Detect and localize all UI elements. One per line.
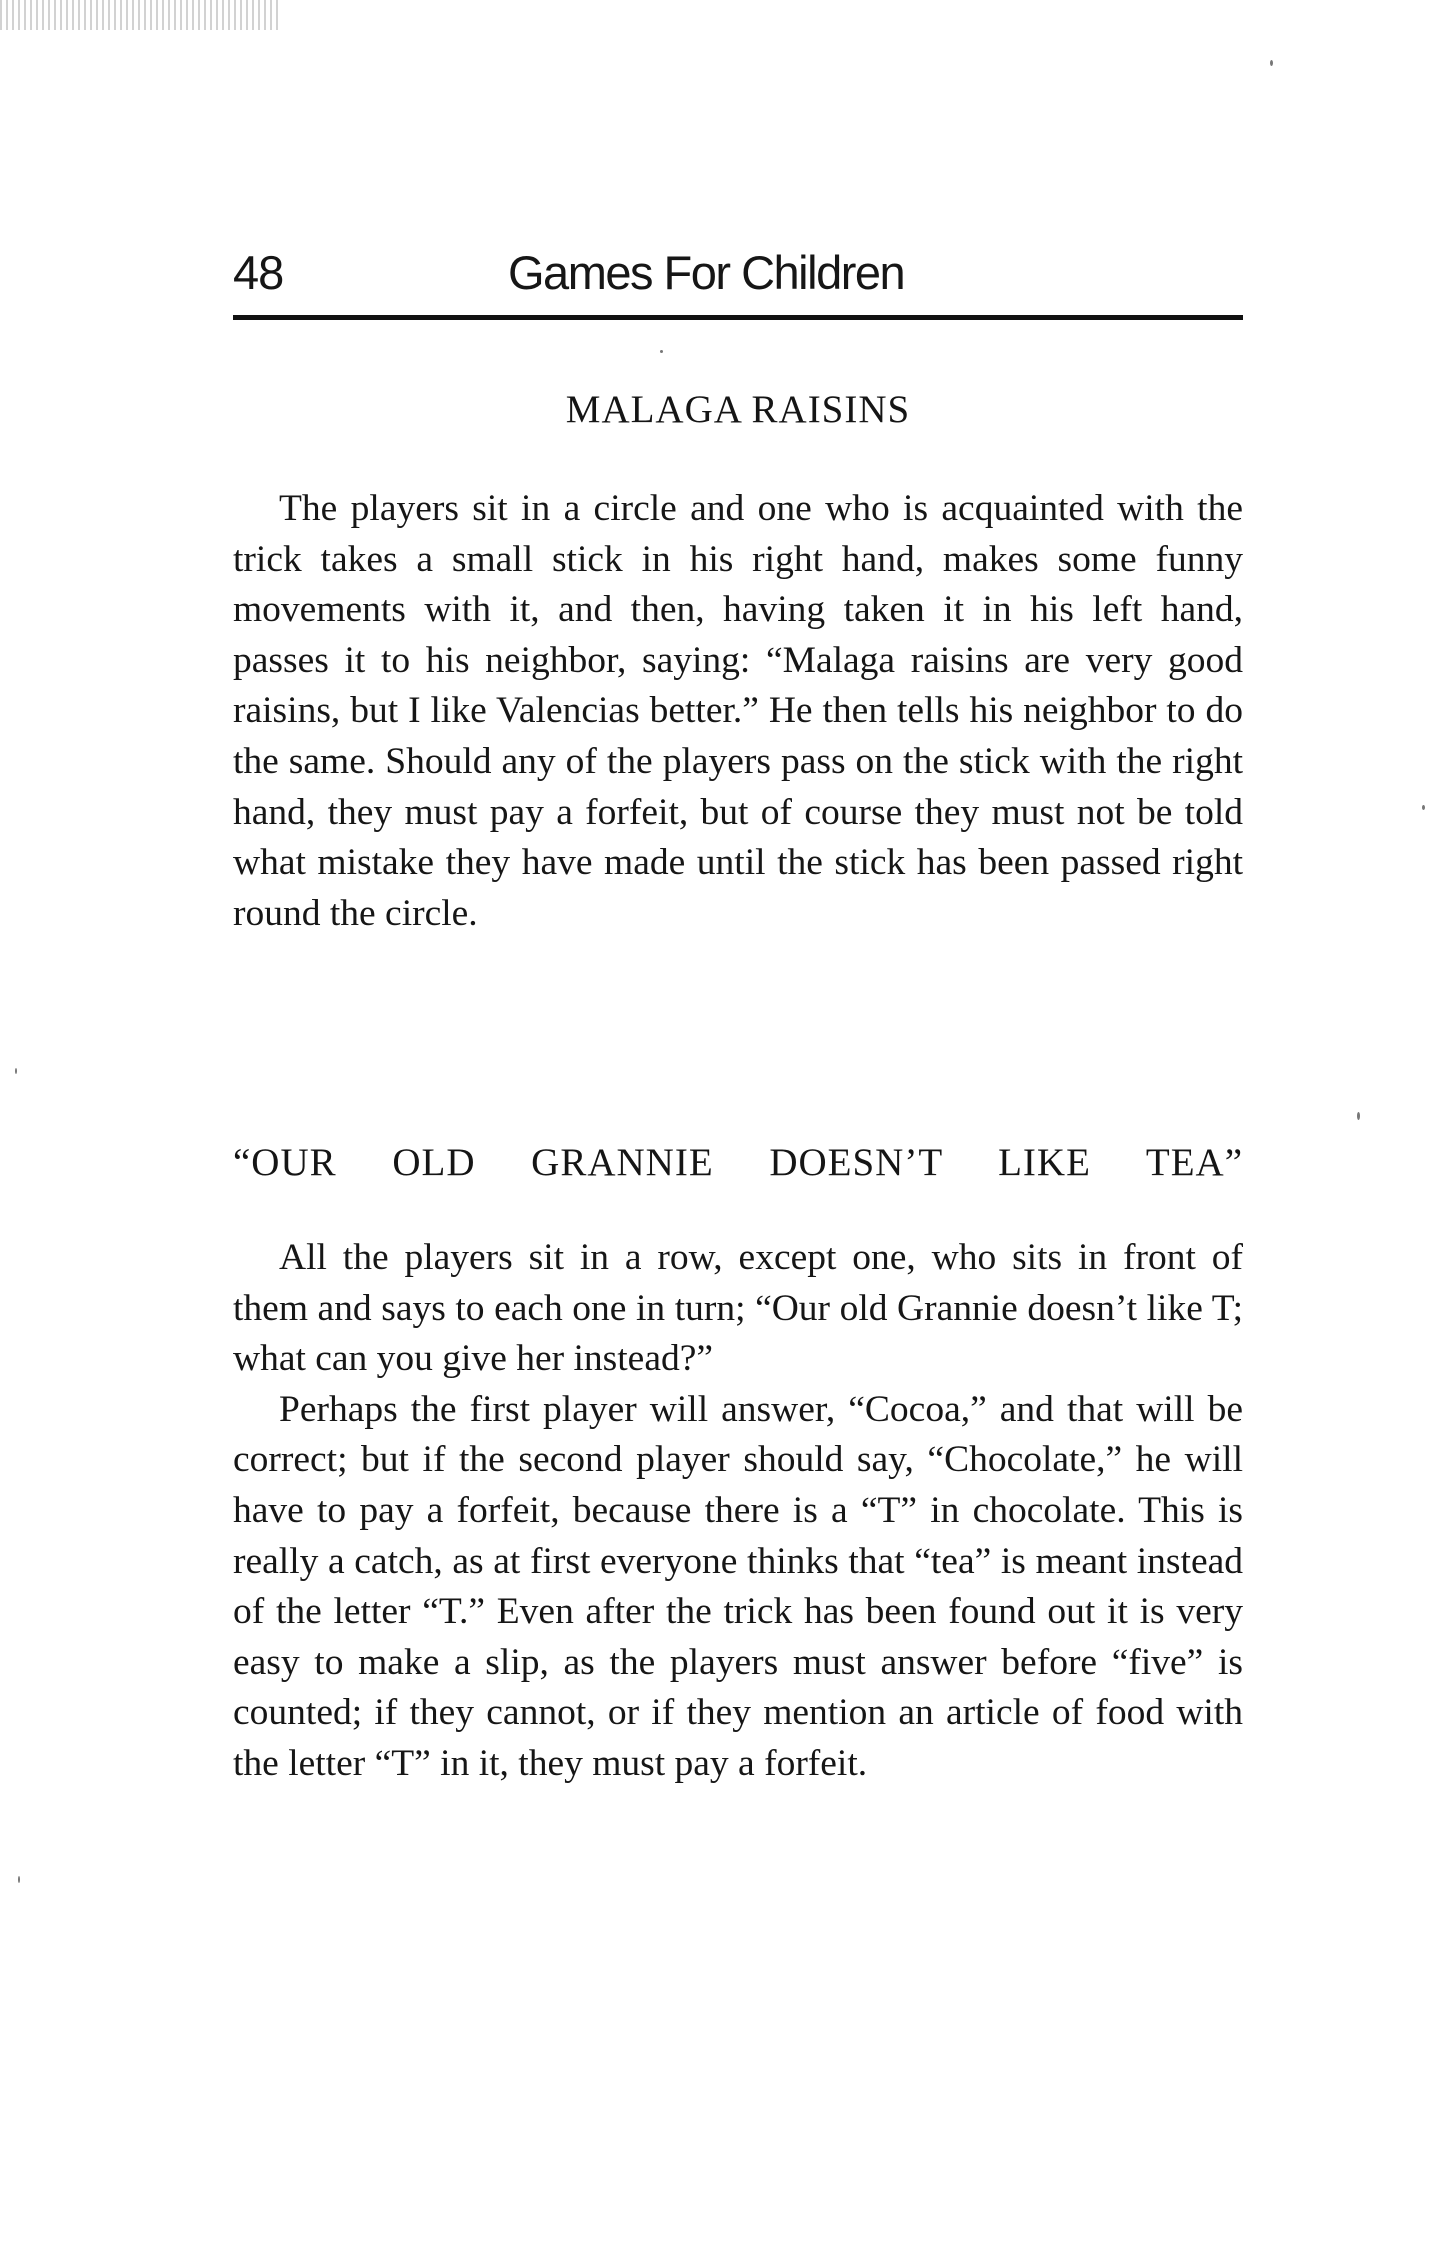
header-rule bbox=[233, 315, 1243, 320]
scan-speck bbox=[1357, 1112, 1360, 1120]
section-body-malaga-raisins bbox=[233, 484, 1243, 939]
section-body-grannie-tea bbox=[233, 1233, 1243, 1790]
scan-speck bbox=[18, 1876, 20, 1883]
scan-speck bbox=[660, 350, 663, 353]
scan-speck bbox=[1422, 805, 1425, 810]
scan-speck bbox=[15, 1068, 17, 1074]
page-number: 48 bbox=[233, 246, 284, 299]
paragraph: The players sit in a circle and one who is acquainted with the trick takes a small stick in his right hand, makes some funny movements with it, and then, having taken it in his left hand, passes it to his neighbor, saying: “Malaga raisins are very good raisins, but I like Valencias better.” He then tells his neighbor to do the same. Should any of the players pass on the stick with the right hand, they must pay a forfeit, but of course they must not be told what mistake they have made until the stick has been passed right round the circle. bbox=[233, 488, 1243, 934]
scan-edge-noise bbox=[0, 0, 280, 30]
page-header bbox=[233, 245, 1243, 315]
paragraph: All the players sit in a row, except one, who sits in front of them and says to each one in turn; “Our old Grannie doesn’t like T; what can you give her instead?” bbox=[233, 1237, 1243, 1380]
scan-speck bbox=[1270, 60, 1273, 66]
paragraph: Perhaps the first player will answer, “Cocoa,” and that will be correct; but if the second player should say, “Chocolate,” he will have to pay a forfeit, because there is a “T” in chocolate. This is really a catch, as at first everyone thinks that “tea” is meant instead of the letter “T.” Even after the trick has been found out it is very easy to make a slip, as the players must answer before “five” is counted; if they cannot, or if they mention an article of food with the letter “T” in it, they must pay a forfeit. bbox=[233, 1388, 1243, 1784]
section-title-grannie-tea: “OUR OLD GRANNIE DOESN’T LIKE TEA” bbox=[233, 1141, 1243, 1184]
running-title: Games For Children bbox=[508, 246, 905, 299]
section-title-malaga-raisins: MALAGA RAISINS bbox=[565, 388, 911, 431]
